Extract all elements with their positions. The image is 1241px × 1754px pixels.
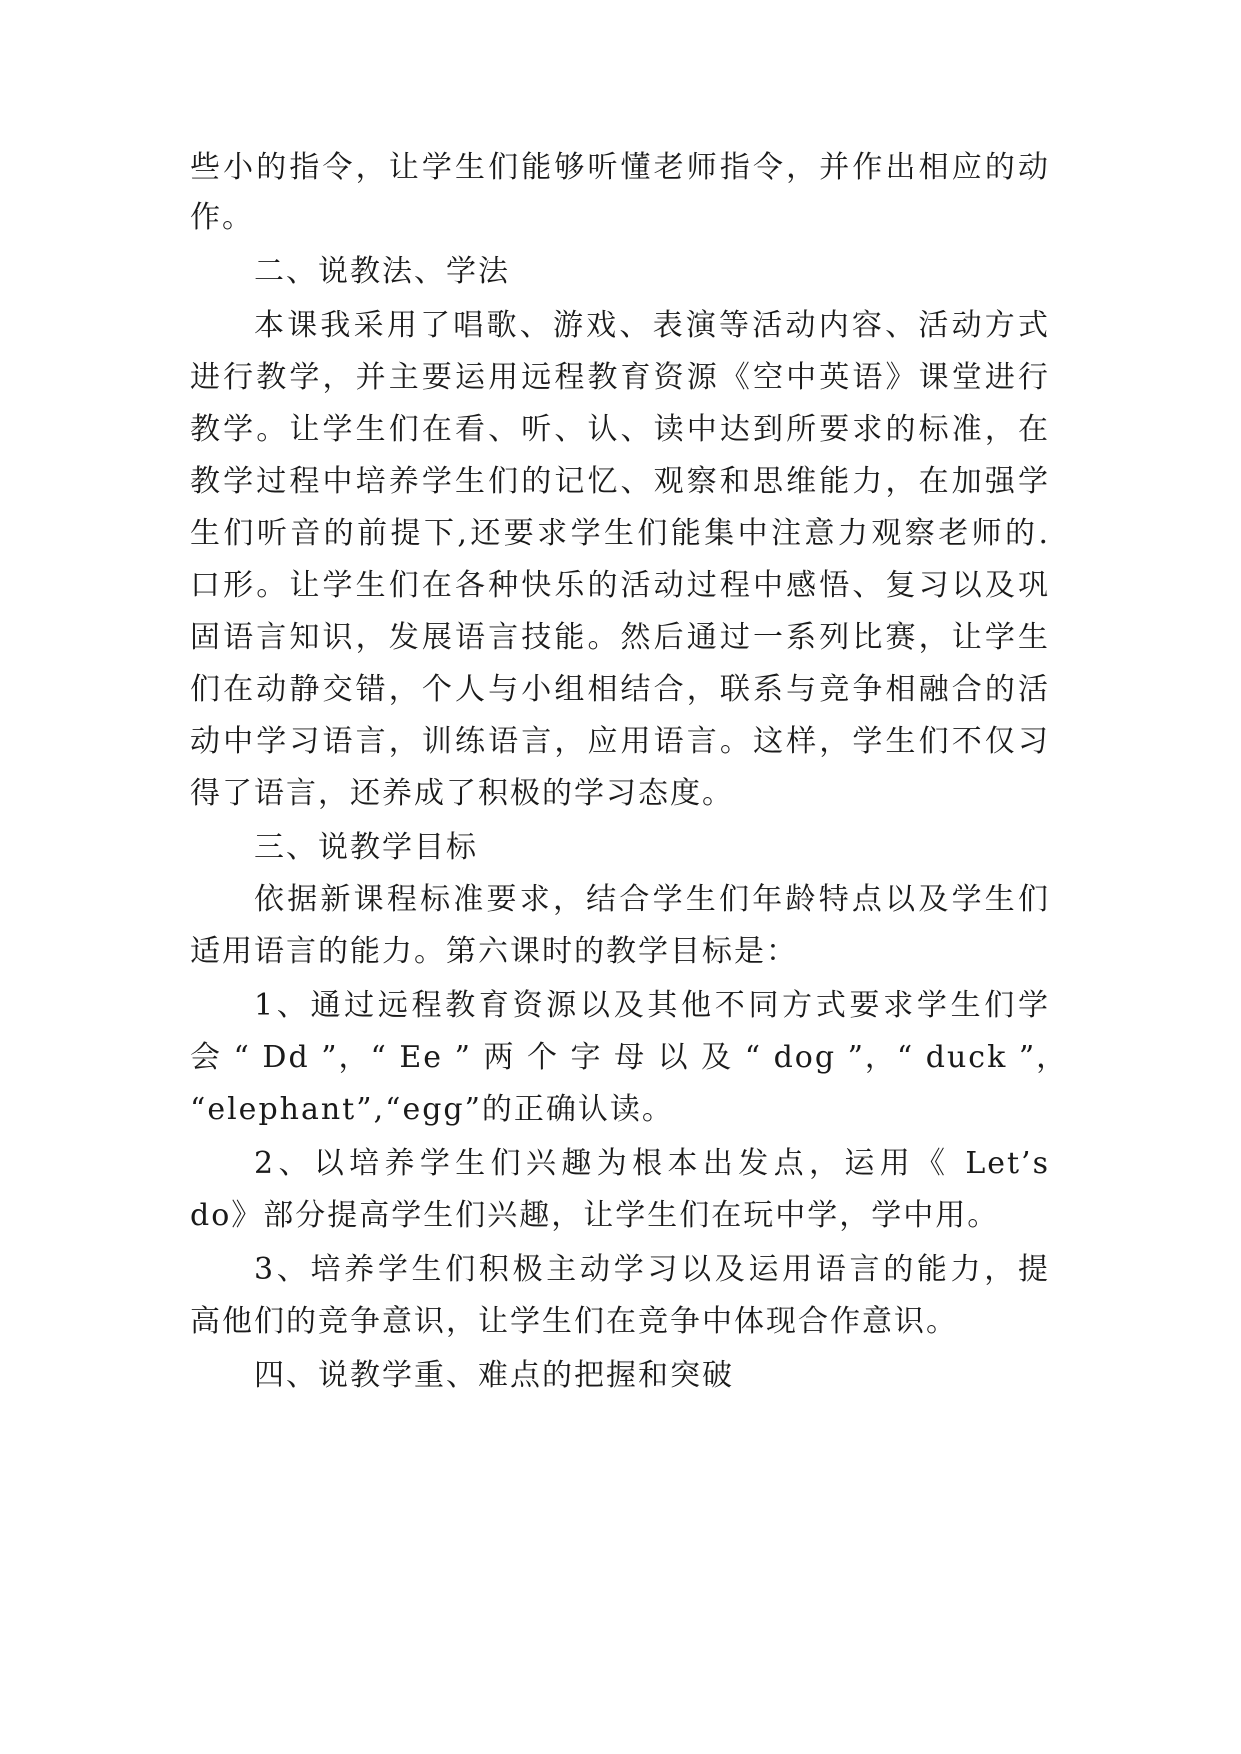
paragraph-line: 2、以培养学生们兴趣为根本出发点，运用《 Let’s bbox=[254, 1146, 1050, 1181]
paragraph-line: 进行教学，并主要运用远程教育资源《空中英语》课堂进行 bbox=[190, 360, 1050, 395]
section-heading: 四、说教学重、难点的把握和突破 bbox=[254, 1358, 734, 1393]
paragraph-line: 动中学习语言，训练语言，应用语言。这样，学生们不仅习 bbox=[190, 724, 1050, 759]
paragraph-line: 生们听音的前提下,还要求学生们能集中注意力观察老师的. bbox=[190, 516, 1050, 551]
paragraph-line: 教学过程中培养学生们的记忆、观察和思维能力，在加强学 bbox=[190, 464, 1050, 499]
paragraph-line: 固语言知识，发展语言技能。然后通过一系列比赛，让学生 bbox=[190, 620, 1050, 655]
paragraph-line: 高他们的竞争意识，让学生们在竞争中体现合作意识。 bbox=[190, 1304, 958, 1339]
paragraph-line: 口形。让学生们在各种快乐的活动过程中感悟、复习以及巩 bbox=[190, 568, 1050, 603]
paragraph-line: 3、培养学生们积极主动学习以及运用语言的能力，提 bbox=[254, 1252, 1050, 1287]
paragraph-line: 教学。让学生们在看、听、认、读中达到所要求的标准，在 bbox=[190, 412, 1050, 447]
section-heading: 二、说教法、学法 bbox=[254, 254, 510, 289]
text-line: 作。 bbox=[190, 200, 254, 235]
section-heading: 三、说教学目标 bbox=[254, 830, 478, 865]
paragraph-line: 本课我采用了唱歌、游戏、表演等活动内容、活动方式 bbox=[254, 308, 1050, 343]
paragraph-line: 得了语言，还养成了积极的学习态度。 bbox=[190, 776, 734, 811]
text-line: 些小的指令，让学生们能够听懂老师指令，并作出相应的动 bbox=[190, 150, 1050, 185]
paragraph-line: “elephant”,“egg”的正确认读。 bbox=[190, 1092, 674, 1127]
paragraph-line: 适用语言的能力。第六课时的教学目标是： bbox=[190, 934, 798, 969]
paragraph-line: 会 “ Dd ”，“ Ee ” 两 个 字 母 以 及 “ dog ”，“ duck ”， bbox=[190, 1040, 1069, 1075]
paragraph-line: do》部分提高学生们兴趣，让学生们在玩中学，学中用。 bbox=[190, 1198, 1000, 1233]
paragraph-line: 们在动静交错，个人与小组相结合，联系与竞争相融合的活 bbox=[190, 672, 1050, 707]
paragraph-line: 依据新课程标准要求，结合学生们年龄特点以及学生们 bbox=[254, 882, 1050, 917]
paragraph-line: 1、通过远程教育资源以及其他不同方式要求学生们学 bbox=[254, 988, 1050, 1023]
